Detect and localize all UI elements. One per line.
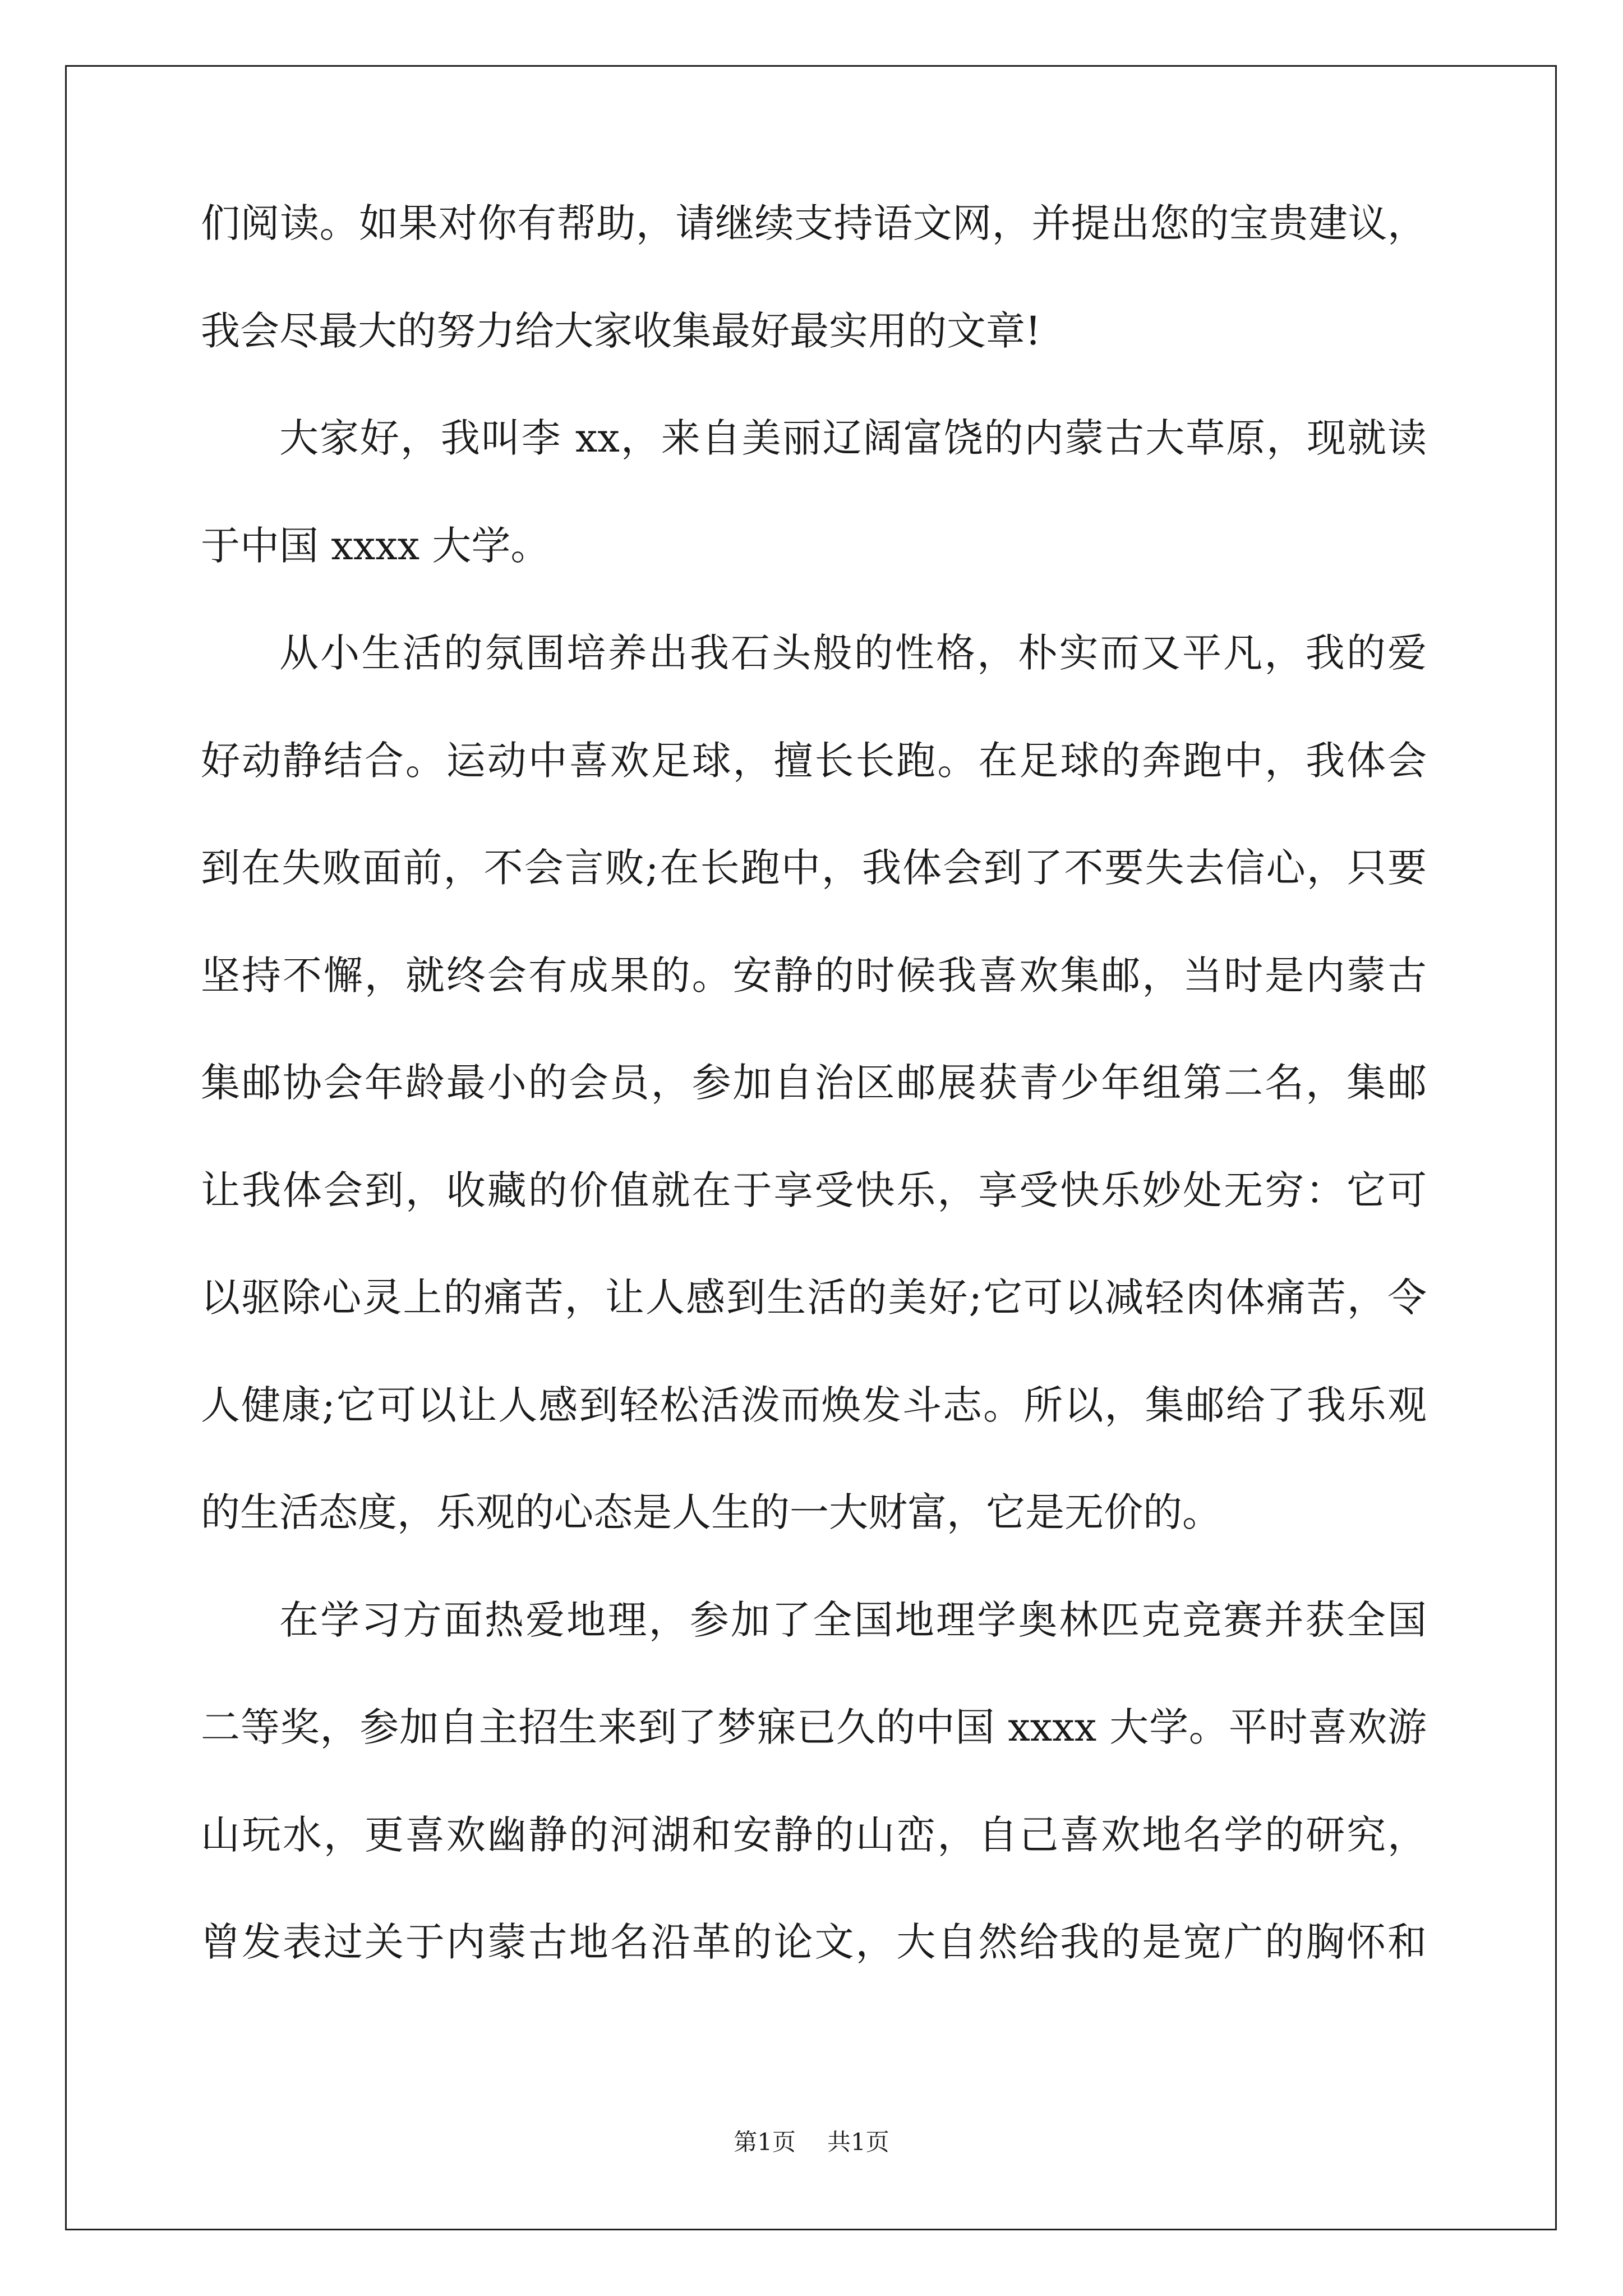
text-line-12: 人健康;它可以让人感到轻松活泼而焕发斗志。所以，集邮给了我乐观: [201, 1382, 1427, 1428]
text-line-7: 到在失败面前，不会言败;在长跑中，我体会到了不要失去信心，只要: [201, 845, 1427, 891]
text-line-4: 于中国 xxxx 大学。: [201, 522, 550, 569]
text-line-5: 从小生活的氛围培养出我石头般的性格，朴实而又平凡，我的爱: [279, 630, 1427, 676]
text-line-3: 大家好，我叫李 xx，来自美丽辽阔富饶的内蒙古大草原，现就读: [279, 415, 1427, 461]
text-line-16: 山玩水，更喜欢幽静的河湖和安静的山峦，自己喜欢地名学的研究，: [201, 1811, 1427, 1858]
page-number-current: 第1页: [734, 2128, 796, 2156]
page-number-total: 共1页: [827, 2128, 889, 2156]
text-line-17: 曾发表过关于内蒙古地名沿革的论文，大自然给我的是宽广的胸怀和: [201, 1919, 1427, 1965]
text-line-10: 让我体会到，收藏的价值就在于享受快乐，享受快乐妙处无穷：它可: [201, 1167, 1427, 1213]
text-line-15: 二等奖，参加自主招生来到了梦寐已久的中国 xxxx 大学。平时喜欢游: [201, 1704, 1427, 1750]
text-line-13: 的生活态度，乐观的心态是人生的一大财富，它是无价的。: [201, 1489, 1221, 1535]
text-line-11: 以驱除心灵上的痛苦，让人感到生活的美好;它可以减轻肉体痛苦，令: [201, 1274, 1427, 1320]
text-line-8: 坚持不懈，就终会有成果的。安静的时候我喜欢集邮，当时是内蒙古: [201, 952, 1427, 999]
text-line-9: 集邮协会年龄最小的会员，参加自治区邮展获青少年组第二名，集邮: [201, 1060, 1427, 1106]
document-body: [201, 196, 1427, 2023]
text-line-14: 在学习方面热爱地理，参加了全国地理学奥林匹克竞赛并获全国: [279, 1596, 1427, 1643]
text-line-6: 好动静结合。运动中喜欢足球，擅长长跑。在足球的奔跑中，我体会: [201, 737, 1427, 784]
text-line-2: 我会尽最大的努力给大家收集最好最实用的文章!: [201, 307, 1041, 354]
text-line-1: 们阅读。如果对你有帮助，请继续支持语文网，并提出您的宝贵建议，: [201, 200, 1427, 246]
page-footer: [0, 2125, 1623, 2159]
